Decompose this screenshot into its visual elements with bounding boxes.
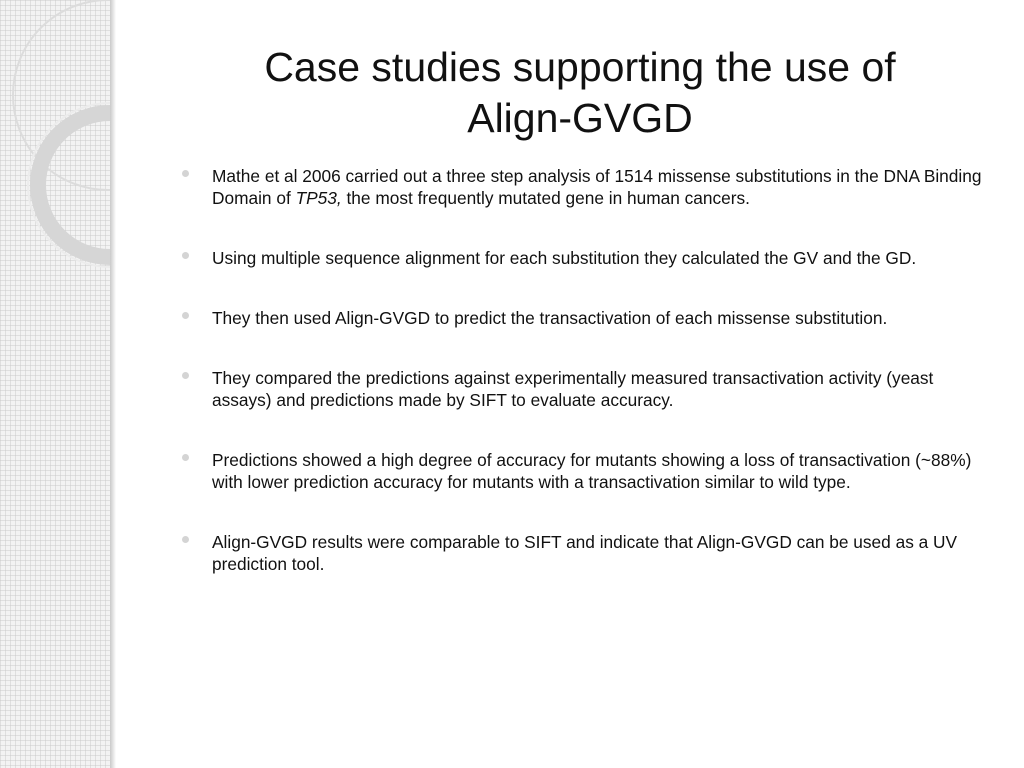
bullet-list (180, 165, 990, 613)
slide-title-line-1: Case studies supporting the use of (264, 44, 896, 90)
bullet-dot-icon (182, 372, 189, 379)
sidebar-divider (110, 0, 116, 768)
bullet-text: Predictions showed a high degree of accuracy for mutants showing a loss of transactivation (~88%) with lower prediction accuracy for mutants with a transactivation similar to wild type. (212, 450, 972, 492)
bullet-item (180, 449, 990, 493)
bullet-dot-icon (182, 252, 189, 259)
bullet-item (180, 367, 990, 411)
gene-name: TP53, (295, 188, 342, 208)
bullet-text: Mathe et al 2006 carried out a three step analysis of 1514 missense substitutions in the DNA Binding Domain of (212, 166, 982, 208)
slide-title-line-2: Align-GVGD (467, 95, 693, 141)
bullet-dot-icon (182, 454, 189, 461)
bullet-dot-icon (182, 312, 189, 319)
bullet-text: They then used Align-GVGD to predict the transactivation of each missense substitution. (212, 308, 888, 328)
bullet-item (180, 531, 990, 575)
bullet-dot-icon (182, 536, 189, 543)
bullet-text: They compared the predictions against experimentally measured transactivation activity (yeast assays) and predictions made by SIFT to evaluate accuracy. (212, 368, 934, 410)
bullet-text: Using multiple sequence alignment for each substitution they calculated the GV and the GD. (212, 248, 917, 268)
bullet-text: Align-GVGD results were comparable to SIFT and indicate that Align-GVGD can be used as a UV prediction tool. (212, 532, 958, 574)
bullet-text-cont: the most frequently mutated gene in human cancers. (341, 188, 750, 208)
bullet-item (180, 165, 990, 209)
decorative-rings (0, 0, 112, 768)
decorative-sidebar (0, 0, 112, 768)
bullet-dot-icon (182, 170, 189, 177)
bullet-item (180, 247, 990, 269)
slide-title (160, 42, 1000, 144)
large-ring-outline (13, 0, 112, 190)
bullet-item (180, 307, 990, 329)
